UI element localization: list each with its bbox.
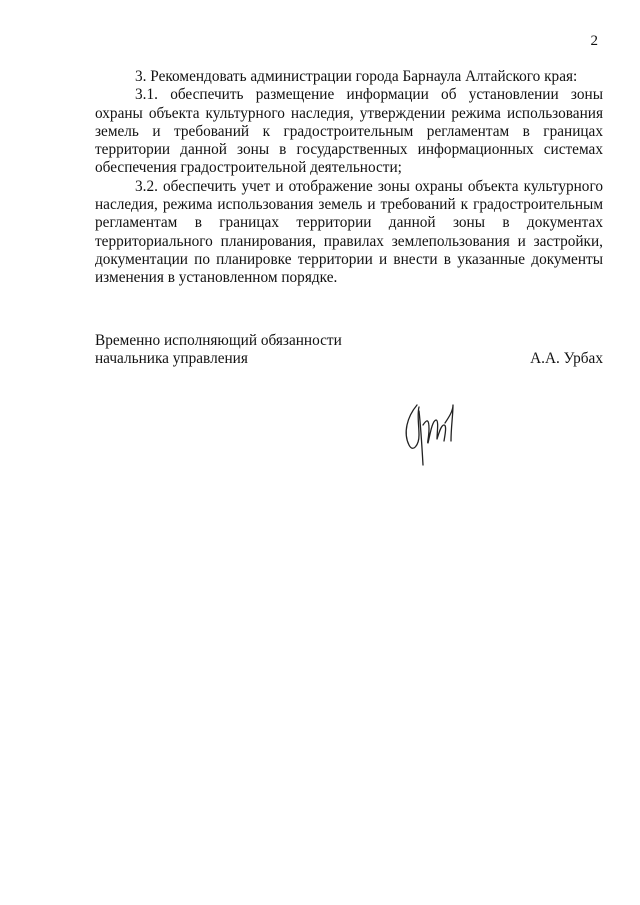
handwritten-signature xyxy=(395,395,475,475)
paragraph-item-3-1: 3.1. обеспечить размещение информации об установлении зоны охраны объекта культурного наследия, утверждении режима использования земель и требований к градостроительным регламентам в границах территории данной зоны в государственных информационных системах обеспечения градостроительной деятельности; xyxy=(95,86,603,177)
paragraph-item-3-2: 3.2. обеспечить учет и отображение зоны охраны объекта культурного наследия, режима использования земель и требований к градостроительным регламентам в границах территории данной зоны в документах территориального планирования, правилах землепользования и застройки, документации по планировке территории и внести в указанные документы изменения в установленном порядке. xyxy=(95,177,603,287)
document-body xyxy=(95,68,603,288)
signatory-position-line1: Временно исполняющий обязанности xyxy=(95,332,342,349)
page-number: 2 xyxy=(590,33,598,49)
signatory-position-line2: начальника управления xyxy=(95,350,248,367)
paragraph-item-3: 3. Рекомендовать администрации города Барнаула Алтайского края: xyxy=(135,68,578,85)
signatory-name: А.А. Урбах xyxy=(530,350,603,367)
signature-block xyxy=(95,332,603,368)
